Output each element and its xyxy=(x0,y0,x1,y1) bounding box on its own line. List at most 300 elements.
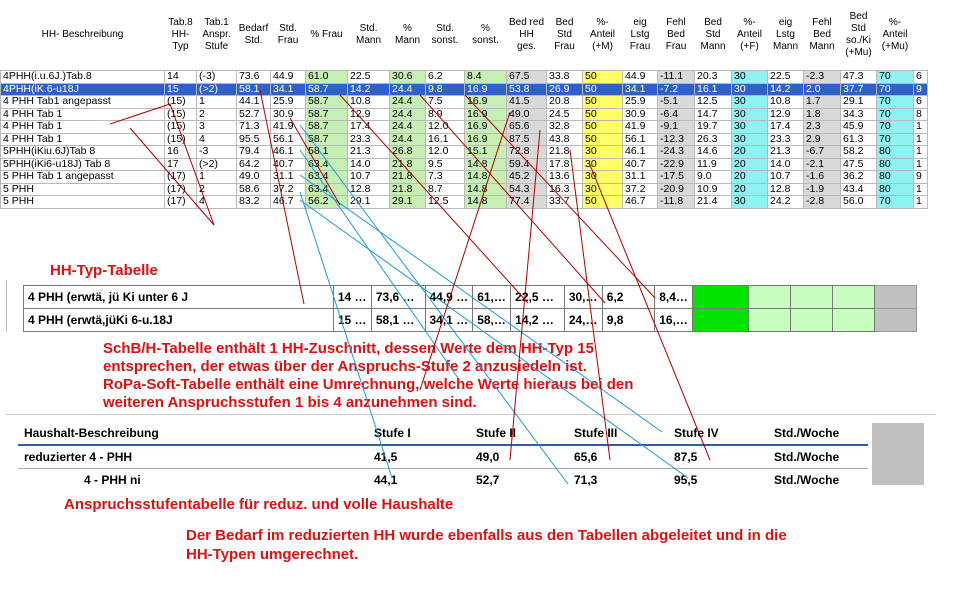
table-cell[interactable]: 50 xyxy=(583,108,623,121)
stufen-header-cell[interactable]: Stufe I xyxy=(368,422,470,445)
table-cell[interactable]: 49.0 xyxy=(237,171,271,184)
table-row[interactable] xyxy=(1,183,928,196)
stufen-cell[interactable]: 95,5 xyxy=(674,473,698,487)
table-cell[interactable]: 33.8 xyxy=(547,71,583,84)
table-cell[interactable]: 11.9 xyxy=(695,158,732,171)
column-header[interactable]: Fehl Bed Mann xyxy=(809,17,835,52)
table-row[interactable] xyxy=(1,108,928,121)
table-cell[interactable]: 30 xyxy=(583,146,623,159)
column-header[interactable]: eig Lstg Frau xyxy=(629,17,651,52)
stufen-cell[interactable]: 87,5 xyxy=(668,445,768,469)
table-cell[interactable]: 83.2 xyxy=(237,196,271,209)
table-cell[interactable]: 29.1 xyxy=(841,96,877,109)
table-cell[interactable]: 14.6 xyxy=(695,146,732,159)
table-cell[interactable]: 30 xyxy=(732,96,768,109)
hh-typ-cell[interactable]: 73,6 … xyxy=(371,286,425,309)
table-cell[interactable]: 41.5 xyxy=(507,96,547,109)
hh-typ-cell[interactable]: 22,5 … xyxy=(511,286,565,309)
table-cell[interactable]: 20.8 xyxy=(547,96,583,109)
hh-typ-cell[interactable]: 44,9 … xyxy=(425,286,473,309)
table-cell[interactable]: 59.4 xyxy=(507,158,547,171)
table-cell[interactable]: 36.2 xyxy=(841,171,877,184)
table-cell[interactable]: 14.8 xyxy=(465,183,507,196)
table-cell[interactable]: 9.5 xyxy=(426,158,465,171)
table-row[interactable] xyxy=(1,71,928,84)
table-cell[interactable]: 41.9 xyxy=(623,121,658,134)
table-cell[interactable]: 10.7 xyxy=(768,171,804,184)
table-cell[interactable]: 87.5 xyxy=(507,133,547,146)
table-cell[interactable]: 45.9 xyxy=(841,121,877,134)
table-cell[interactable]: 9 xyxy=(914,83,928,96)
hh-typ-cell[interactable]: 34,1 … xyxy=(425,309,473,332)
table-cell[interactable]: 37.2 xyxy=(623,183,658,196)
table-cell[interactable]: 1.7 xyxy=(804,96,841,109)
table-cell[interactable]: -24.3 xyxy=(658,146,695,159)
table-cell[interactable]: 4 xyxy=(197,196,237,209)
table-cell[interactable]: 1 xyxy=(197,96,237,109)
table-cell[interactable]: 24.4 xyxy=(390,121,426,134)
column-header[interactable]: Tab.8 HH-Typ xyxy=(168,17,193,52)
table-cell[interactable]: -2.8 xyxy=(804,196,841,209)
table-cell[interactable]: 70 xyxy=(877,108,914,121)
green-cell[interactable] xyxy=(748,309,790,332)
table-cell[interactable]: 43.4 xyxy=(841,183,877,196)
table-cell[interactable]: (15) xyxy=(165,133,197,146)
green-cell[interactable] xyxy=(748,286,790,309)
table-cell[interactable]: 80 xyxy=(877,171,914,184)
table-cell[interactable]: 70 xyxy=(877,121,914,134)
table-cell[interactable]: 9 xyxy=(914,171,928,184)
table-cell[interactable]: 16.9 xyxy=(465,83,507,96)
table-cell[interactable]: 37.7 xyxy=(841,83,877,96)
table-cell[interactable]: 1 xyxy=(914,158,928,171)
green-cell[interactable] xyxy=(832,286,874,309)
stufen-cell[interactable]: 49,0 xyxy=(470,445,568,469)
table-cell[interactable]: -2.3 xyxy=(804,71,841,84)
table-cell[interactable]: 25.9 xyxy=(271,96,306,109)
table-cell[interactable]: 30 xyxy=(583,158,623,171)
table-cell[interactable]: 61.0 xyxy=(306,71,348,84)
table-cell[interactable]: 50 xyxy=(583,71,623,84)
table-cell[interactable]: 14.2 xyxy=(348,83,390,96)
table-cell[interactable]: 4 PHH Tab 1 xyxy=(1,121,165,134)
table-cell[interactable]: 26.8 xyxy=(390,146,426,159)
table-row[interactable] xyxy=(1,96,928,109)
column-header[interactable]: Tab.1 Anspr. Stufe xyxy=(202,17,231,52)
table-cell[interactable]: 21.8 xyxy=(547,146,583,159)
table-cell[interactable]: 58.7 xyxy=(306,83,348,96)
table-cell[interactable]: 2 xyxy=(197,183,237,196)
table-cell[interactable]: 8.4 xyxy=(465,71,507,84)
hh-typ-cell[interactable]: 58,… xyxy=(473,309,511,332)
table-cell[interactable]: 4 PHH Tab 1 xyxy=(1,133,165,146)
table-cell[interactable]: 21.4 xyxy=(695,196,732,209)
green-cell[interactable] xyxy=(693,309,748,332)
table-cell[interactable]: 20 xyxy=(732,183,768,196)
column-header[interactable]: %-Anteil (+Mu) xyxy=(881,17,909,52)
stufen-cell[interactable]: 52,7 xyxy=(476,473,500,487)
table-cell[interactable]: 19.7 xyxy=(695,121,732,134)
hh-typ-cell[interactable]: 4 PHH (erwtä, jü Ki unter 6 J xyxy=(24,286,334,309)
table-cell[interactable]: 40.7 xyxy=(623,158,658,171)
hh-typ-cell[interactable]: 14,2 … xyxy=(511,309,565,332)
stufen-row[interactable] xyxy=(18,469,868,492)
stufen-header-cell[interactable]: Stufe II xyxy=(470,422,568,445)
table-cell[interactable]: 4 PHH Tab1 angepasst xyxy=(1,96,165,109)
table-cell[interactable]: -3 xyxy=(197,146,237,159)
table-cell[interactable]: -1.6 xyxy=(804,171,841,184)
table-cell[interactable]: 54.3 xyxy=(507,183,547,196)
table-cell[interactable]: 17.8 xyxy=(547,158,583,171)
table-cell[interactable]: 21.8 xyxy=(390,171,426,184)
column-header[interactable] xyxy=(914,0,928,71)
table-cell[interactable]: 2 xyxy=(197,108,237,121)
table-cell[interactable]: 44.9 xyxy=(623,71,658,84)
table-cell[interactable]: 14.8 xyxy=(465,171,507,184)
table-cell[interactable]: 22.5 xyxy=(348,71,390,84)
table-cell[interactable]: 23.3 xyxy=(768,133,804,146)
table-cell[interactable]: 61.3 xyxy=(841,133,877,146)
table-cell[interactable]: 67.5 xyxy=(507,71,547,84)
table-cell[interactable]: 4 PHH Tab 1 xyxy=(1,108,165,121)
table-cell[interactable]: 63.4 xyxy=(306,158,348,171)
table-cell[interactable]: 8 xyxy=(914,108,928,121)
column-header[interactable]: Std. Frau xyxy=(277,23,299,46)
table-cell[interactable]: -12.3 xyxy=(658,133,695,146)
table-row[interactable] xyxy=(1,83,928,96)
table-cell[interactable]: 6 xyxy=(914,96,928,109)
table-cell[interactable]: 24.5 xyxy=(547,108,583,121)
table-cell[interactable]: 64.2 xyxy=(237,158,271,171)
table-cell[interactable]: 56.0 xyxy=(841,196,877,209)
stufen-cell[interactable]: 65,6 xyxy=(568,445,668,469)
table-cell[interactable]: 1 xyxy=(914,133,928,146)
table-cell[interactable]: -22.9 xyxy=(658,158,695,171)
stufen-cell[interactable]: Std./Woche xyxy=(768,445,868,469)
table-cell[interactable]: 31.1 xyxy=(271,171,306,184)
table-cell[interactable]: 50 xyxy=(583,83,623,96)
table-cell[interactable]: 9.0 xyxy=(695,171,732,184)
stufen-header-cell[interactable]: Haushalt-Beschreibung xyxy=(18,422,368,445)
table-cell[interactable]: 53.8 xyxy=(507,83,547,96)
table-cell[interactable]: 20 xyxy=(732,146,768,159)
table-cell[interactable]: 44.9 xyxy=(271,71,306,84)
stufen-cell[interactable]: Std./Woche xyxy=(774,473,840,487)
table-cell[interactable]: 70 xyxy=(877,133,914,146)
table-row[interactable] xyxy=(1,146,928,159)
table-cell[interactable]: -9.1 xyxy=(658,121,695,134)
table-cell[interactable]: 34.1 xyxy=(271,83,306,96)
table-cell[interactable]: 25.9 xyxy=(623,96,658,109)
table-cell[interactable]: -17.5 xyxy=(658,171,695,184)
stufen-header-cell[interactable]: Std./Woche xyxy=(768,422,868,445)
hh-typ-cell[interactable]: 61,… xyxy=(473,286,511,309)
table-cell[interactable]: -20.9 xyxy=(658,183,695,196)
table-cell[interactable]: 63.4 xyxy=(306,171,348,184)
table-cell[interactable]: 26.9 xyxy=(547,83,583,96)
hh-typ-cell[interactable]: 58,1 … xyxy=(371,309,425,332)
table-cell[interactable]: 14.8 xyxy=(465,196,507,209)
table-cell[interactable]: 30.6 xyxy=(390,71,426,84)
table-cell[interactable]: 20 xyxy=(732,171,768,184)
table-cell[interactable]: 58.7 xyxy=(306,96,348,109)
table-cell[interactable]: 10.7 xyxy=(348,171,390,184)
stufen-cell[interactable]: 71,3 xyxy=(574,473,598,487)
table-cell[interactable]: 12.8 xyxy=(348,183,390,196)
table-cell[interactable]: 30.9 xyxy=(271,108,306,121)
table-row[interactable] xyxy=(1,171,928,184)
table-cell[interactable]: 34.1 xyxy=(623,83,658,96)
table-cell[interactable]: 16.3 xyxy=(547,183,583,196)
table-cell[interactable]: 7.3 xyxy=(426,171,465,184)
table-cell[interactable]: 6.2 xyxy=(426,71,465,84)
column-header[interactable]: % Frau xyxy=(310,29,343,40)
table-cell[interactable]: 1 xyxy=(197,171,237,184)
table-cell[interactable]: 29.1 xyxy=(390,196,426,209)
green-cell[interactable] xyxy=(874,309,916,332)
table-cell[interactable]: 16.1 xyxy=(426,133,465,146)
table-cell[interactable]: 2.3 xyxy=(804,121,841,134)
table-cell[interactable]: 65.6 xyxy=(507,121,547,134)
table-cell[interactable]: 70 xyxy=(877,71,914,84)
table-cell[interactable]: 21.3 xyxy=(768,146,804,159)
hh-typ-cell[interactable]: 6,2 xyxy=(602,286,654,309)
table-cell[interactable]: 17.4 xyxy=(768,121,804,134)
stufen-cell[interactable]: 4 - PHH ni xyxy=(84,473,141,487)
table-cell[interactable]: 5 PHH Tab 1 angepasst xyxy=(1,171,165,184)
table-cell[interactable]: (15) xyxy=(165,108,197,121)
table-cell[interactable]: (15) xyxy=(165,121,197,134)
table-cell[interactable]: 8.7 xyxy=(426,183,465,196)
stufen-cell[interactable]: reduzierter 4 - PHH xyxy=(18,445,368,469)
table-cell[interactable]: (17) xyxy=(165,196,197,209)
table-cell[interactable]: -7.2 xyxy=(658,83,695,96)
table-cell[interactable]: -2.1 xyxy=(804,158,841,171)
column-header[interactable]: % Mann xyxy=(394,23,420,46)
table-cell[interactable]: 2.0 xyxy=(804,83,841,96)
table-cell[interactable]: 4 xyxy=(197,133,237,146)
table-cell[interactable]: 12.5 xyxy=(695,96,732,109)
table-cell[interactable]: 47.5 xyxy=(841,158,877,171)
table-cell[interactable]: 45.2 xyxy=(507,171,547,184)
table-cell[interactable]: 33.7 xyxy=(547,196,583,209)
stufen-cell[interactable]: 44,1 xyxy=(374,473,398,487)
table-cell[interactable]: 30 xyxy=(732,83,768,96)
column-header[interactable]: Bed red HH ges. xyxy=(508,17,545,52)
table-cell[interactable]: 31.1 xyxy=(623,171,658,184)
table-cell[interactable]: 24.4 xyxy=(390,133,426,146)
green-cell[interactable] xyxy=(693,286,748,309)
table-cell[interactable]: 43.8 xyxy=(547,133,583,146)
table-cell[interactable]: 71.3 xyxy=(237,121,271,134)
table-cell[interactable]: 30 xyxy=(583,183,623,196)
table-cell[interactable]: 52.7 xyxy=(237,108,271,121)
table-cell[interactable]: 12.0 xyxy=(426,146,465,159)
table-cell[interactable]: 5 PHH xyxy=(1,183,165,196)
table-cell[interactable]: 5PHH(iKiu.6J)Tab 8 xyxy=(1,146,165,159)
column-header[interactable]: %-Anteil (+M) xyxy=(589,17,615,52)
table-cell[interactable]: 24.4 xyxy=(390,108,426,121)
table-cell[interactable]: 72.8 xyxy=(507,146,547,159)
column-header[interactable]: Bed Std Frau xyxy=(554,17,575,52)
table-cell[interactable]: (17) xyxy=(165,171,197,184)
table-cell[interactable]: 58.1 xyxy=(237,83,271,96)
table-cell[interactable]: 23.3 xyxy=(348,133,390,146)
table-cell[interactable]: -1.9 xyxy=(804,183,841,196)
table-cell[interactable]: 1 xyxy=(914,146,928,159)
table-cell[interactable]: 22.5 xyxy=(768,71,804,84)
table-cell[interactable]: 14 xyxy=(165,71,197,84)
table-cell[interactable]: 12.5 xyxy=(426,196,465,209)
table-cell[interactable]: 4PHH(i.u.6J.)Tab.8 xyxy=(1,71,165,84)
table-cell[interactable]: -11.1 xyxy=(658,71,695,84)
table-row[interactable] xyxy=(1,158,928,171)
table-row[interactable] xyxy=(1,133,928,146)
table-cell[interactable]: 95.5 xyxy=(237,133,271,146)
table-cell[interactable]: 17.4 xyxy=(348,121,390,134)
table-cell[interactable]: 70 xyxy=(877,96,914,109)
table-cell[interactable]: 44.1 xyxy=(237,96,271,109)
table-cell[interactable]: 26.3 xyxy=(695,133,732,146)
table-cell[interactable]: 30.9 xyxy=(623,108,658,121)
table-cell[interactable]: 3 xyxy=(197,121,237,134)
green-cell[interactable] xyxy=(790,286,832,309)
table-cell[interactable]: 15 xyxy=(165,83,197,96)
table-row[interactable] xyxy=(1,121,928,134)
table-cell[interactable]: 58.7 xyxy=(306,108,348,121)
table-cell[interactable]: 16.1 xyxy=(695,83,732,96)
hh-typ-cell[interactable]: 24,… xyxy=(564,309,602,332)
table-cell[interactable]: 30 xyxy=(732,196,768,209)
green-cell[interactable] xyxy=(874,286,916,309)
table-cell[interactable]: 32.8 xyxy=(547,121,583,134)
table-cell[interactable]: 56.1 xyxy=(623,133,658,146)
table-cell[interactable]: (17) xyxy=(165,183,197,196)
table-cell[interactable]: 58.2 xyxy=(841,146,877,159)
table-cell[interactable]: 14.8 xyxy=(465,158,507,171)
table-cell[interactable]: 30 xyxy=(732,108,768,121)
table-cell[interactable]: 46.1 xyxy=(623,146,658,159)
table-cell[interactable]: (>2) xyxy=(197,158,237,171)
table-row[interactable] xyxy=(1,196,928,209)
table-cell[interactable]: 70 xyxy=(877,83,914,96)
table-cell[interactable]: -6.4 xyxy=(658,108,695,121)
table-cell[interactable]: 9.8 xyxy=(426,83,465,96)
table-cell[interactable]: 50 xyxy=(583,133,623,146)
table-cell[interactable]: 79.4 xyxy=(237,146,271,159)
hh-typ-cell[interactable]: 16,… xyxy=(655,309,693,332)
table-cell[interactable]: 30 xyxy=(583,171,623,184)
table-cell[interactable]: 5 PHH xyxy=(1,196,165,209)
table-cell[interactable]: 63.4 xyxy=(306,183,348,196)
table-cell[interactable]: 30 xyxy=(732,133,768,146)
table-cell[interactable]: 14.7 xyxy=(695,108,732,121)
table-cell[interactable]: 12.0 xyxy=(426,121,465,134)
table-cell[interactable]: 56.1 xyxy=(271,133,306,146)
table-cell[interactable]: 58.1 xyxy=(306,146,348,159)
table-cell[interactable]: 30 xyxy=(732,121,768,134)
hh-typ-cell[interactable]: 9,8 xyxy=(602,309,654,332)
table-cell[interactable]: 10.9 xyxy=(695,183,732,196)
table-cell[interactable]: 6 xyxy=(914,71,928,84)
table-cell[interactable]: 40.7 xyxy=(271,158,306,171)
table-cell[interactable]: 20 xyxy=(732,158,768,171)
table-cell[interactable]: 16.9 xyxy=(465,108,507,121)
table-cell[interactable]: 50 xyxy=(583,121,623,134)
table-cell[interactable]: 7.5 xyxy=(426,96,465,109)
table-cell[interactable]: 41.9 xyxy=(271,121,306,134)
table-cell[interactable]: 1.8 xyxy=(804,108,841,121)
column-header[interactable]: Bedarf Std. xyxy=(238,23,269,46)
green-cell[interactable] xyxy=(790,309,832,332)
table-cell[interactable]: 15.1 xyxy=(465,146,507,159)
table-cell[interactable]: 10.8 xyxy=(768,96,804,109)
column-header[interactable]: Std. Mann xyxy=(355,23,381,46)
table-cell[interactable]: 34.3 xyxy=(841,108,877,121)
table-cell[interactable]: 58.6 xyxy=(237,183,271,196)
hh-typ-cell[interactable]: 4 PHH (erwtä,jüKi 6-u.18J xyxy=(24,309,334,332)
table-cell[interactable]: 10.8 xyxy=(348,96,390,109)
table-cell[interactable]: 46.7 xyxy=(623,196,658,209)
column-header[interactable]: Std. sonst. xyxy=(431,23,459,46)
table-cell[interactable]: 47.3 xyxy=(841,71,877,84)
table-cell[interactable]: 70 xyxy=(877,196,914,209)
column-header[interactable]: Bed Std Mann xyxy=(700,17,726,52)
table-cell[interactable]: 12.8 xyxy=(768,183,804,196)
table-cell[interactable]: 1 xyxy=(914,121,928,134)
stufen-header-cell[interactable]: Stufe IV xyxy=(668,422,768,445)
hh-typ-cell[interactable]: 15 … xyxy=(333,309,371,332)
table-cell[interactable]: 8.9 xyxy=(426,108,465,121)
table-cell[interactable]: 2.9 xyxy=(804,133,841,146)
column-header[interactable]: % sonst. xyxy=(472,23,499,46)
table-cell[interactable]: 17 xyxy=(165,158,197,171)
table-cell[interactable]: 4PHH(iK.6-u18J xyxy=(1,83,165,96)
table-cell[interactable]: 50 xyxy=(583,96,623,109)
table-cell[interactable]: 58.7 xyxy=(306,121,348,134)
table-cell[interactable]: 12.9 xyxy=(768,108,804,121)
table-cell[interactable]: 1 xyxy=(914,183,928,196)
table-cell[interactable]: 12.9 xyxy=(348,108,390,121)
table-cell[interactable]: 46.7 xyxy=(271,196,306,209)
table-cell[interactable]: 16.9 xyxy=(465,121,507,134)
table-cell[interactable]: (15) xyxy=(165,96,197,109)
green-cell[interactable] xyxy=(832,309,874,332)
hh-typ-cell[interactable]: 30,… xyxy=(564,286,602,309)
table-cell[interactable]: -11.8 xyxy=(658,196,695,209)
table-cell[interactable]: 46.1 xyxy=(271,146,306,159)
table-cell[interactable]: 21.8 xyxy=(390,183,426,196)
table-cell[interactable]: (>2) xyxy=(197,83,237,96)
hh-typ-row[interactable] xyxy=(24,286,917,309)
table-cell[interactable]: 16.9 xyxy=(465,133,507,146)
table-cell[interactable]: 16.9 xyxy=(465,96,507,109)
table-cell[interactable]: -5.1 xyxy=(658,96,695,109)
table-cell[interactable]: 30 xyxy=(732,71,768,84)
column-header[interactable]: Bed Std so./Ki (+Mu) xyxy=(845,11,872,58)
hh-typ-cell[interactable]: 8,4… xyxy=(655,286,693,309)
table-cell[interactable]: 13.6 xyxy=(547,171,583,184)
table-cell[interactable]: 29.1 xyxy=(348,196,390,209)
stufen-row[interactable] xyxy=(18,445,868,469)
table-cell[interactable]: 24.2 xyxy=(768,196,804,209)
table-cell[interactable]: 24.4 xyxy=(390,83,426,96)
table-cell[interactable]: 49.0 xyxy=(507,108,547,121)
table-cell[interactable]: 14.0 xyxy=(348,158,390,171)
table-cell[interactable]: 56.2 xyxy=(306,196,348,209)
column-header[interactable]: eig Lstg Mann xyxy=(772,17,798,52)
table-cell[interactable]: 5PHH(iKi6-u18J) Tab 8 xyxy=(1,158,165,171)
